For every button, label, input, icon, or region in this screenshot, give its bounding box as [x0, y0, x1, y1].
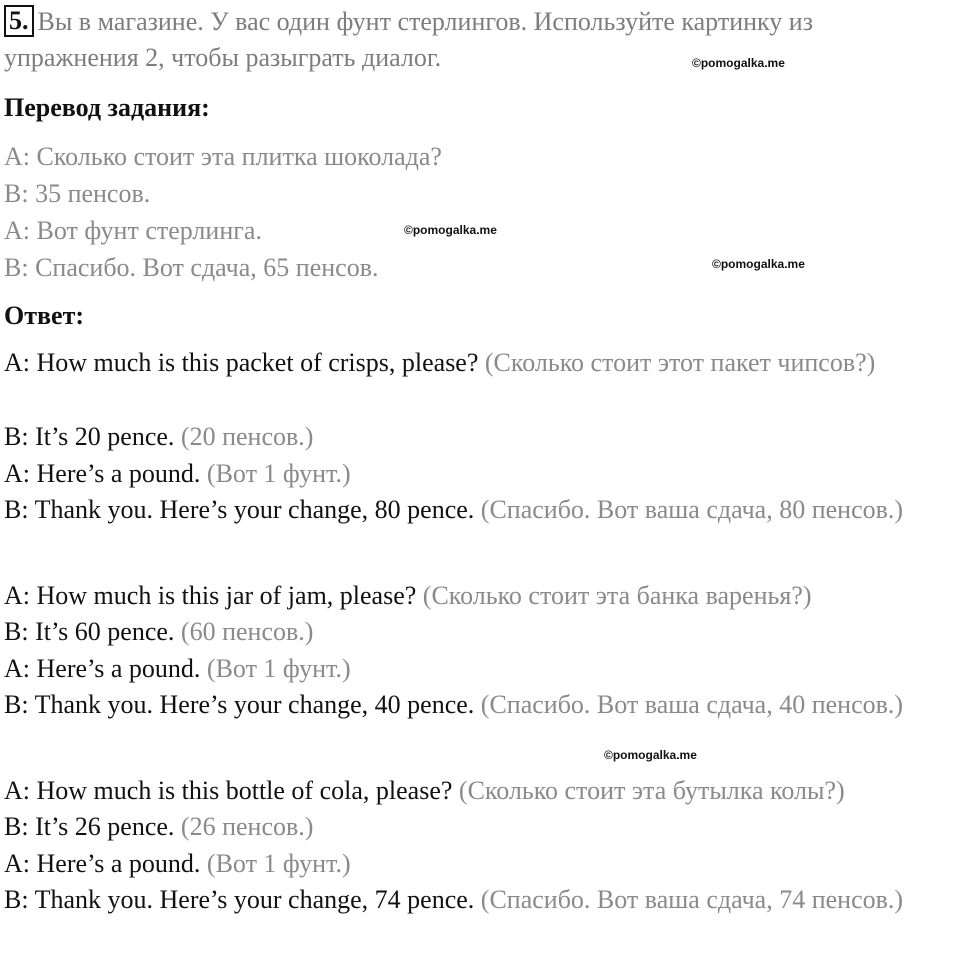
- dialogue-1-line-1: [4, 344, 954, 381]
- task-text: Вы в магазине. У вас один фунт стерлингов. Используйте картинку из упражнения 2, чтобы разыграть диалог.: [4, 7, 813, 72]
- dialogue-2-line-1-en: A: How much is this jar of jam, please?: [4, 581, 417, 610]
- dialogue-1-line-2: [4, 418, 954, 455]
- dialogue-3-line-3-ru: (Вот 1 фунт.): [206, 849, 351, 878]
- watermark-2: ©pomogalka.me: [404, 223, 497, 237]
- dialogue-1-line-4-ru: (Спасибо. Вот ваша сдача, 80 пенсов.): [480, 495, 904, 524]
- dialogue-2-line-1: [4, 577, 954, 614]
- dialogue-1-line-4-en: B: Thank you. Here’s your change, 80 pence.: [4, 495, 475, 524]
- dialogue-3-line-4: [4, 881, 954, 918]
- translation-line-1: A: Сколько стоит эта плитка шоколада?: [4, 142, 442, 171]
- dialogue-2-line-1-ru: (Сколько стоит эта банка варенья?): [422, 581, 812, 610]
- translation-heading: Перевод задания:: [4, 93, 210, 122]
- dialogue-1-line-4: [4, 491, 954, 528]
- dialogue-2-line-2-en: B: It’s 60 pence.: [4, 617, 175, 646]
- translation-line-4: B: Спасибо. Вот сдача, 65 пенсов.: [4, 253, 379, 282]
- dialogue-1-line-1-en: A: How much is this packet of crisps, please?: [4, 348, 479, 377]
- dialogue-2-line-3-en: A: Here’s a pound.: [4, 654, 201, 683]
- dialogue-3-line-2-en: B: It’s 26 pence.: [4, 812, 175, 841]
- dialogue-1-line-1-ru: (Сколько стоит этот пакет чипсов?): [484, 348, 876, 377]
- dialogue-3-line-2: [4, 808, 954, 845]
- dialogue-3-line-3-en: A: Here’s a pound.: [4, 849, 201, 878]
- dialogue-1-line-2-ru: (20 пенсов.): [180, 422, 314, 451]
- dialogue-1-line-3: [4, 455, 954, 492]
- dialogue-3-line-1: [4, 772, 954, 809]
- dialogue-1-line-3-en: A: Here’s a pound.: [4, 459, 201, 488]
- dialogue-3-line-4-en: B: Thank you. Here’s your change, 74 pence.: [4, 885, 475, 914]
- watermark-4: ©pomogalka.me: [604, 748, 697, 762]
- watermark-3: ©pomogalka.me: [712, 257, 805, 271]
- dialogue-3-line-2-ru: (26 пенсов.): [180, 812, 314, 841]
- dialogue-1-line-3-ru: (Вот 1 фунт.): [206, 459, 351, 488]
- dialogue-2-line-2-ru: (60 пенсов.): [180, 617, 314, 646]
- dialogue-3-line-1-en: A: How much is this bottle of cola, please?: [4, 776, 453, 805]
- dialogue-2-line-4-ru: (Спасибо. Вот ваша сдача, 40 пенсов.): [480, 690, 904, 719]
- dialogue-2-line-4: [4, 686, 954, 723]
- translation-line-3: A: Вот фунт стерлинга.: [4, 216, 262, 245]
- dialogue-3-line-3: [4, 845, 954, 882]
- task-statement: [4, 4, 954, 76]
- answer-heading: Ответ:: [4, 301, 85, 330]
- dialogue-3-line-4-ru: (Спасибо. Вот ваша сдача, 74 пенсов.): [480, 885, 904, 914]
- dialogue-1-line-2-en: B: It’s 20 pence.: [4, 422, 175, 451]
- translation-line-2: B: 35 пенсов.: [4, 179, 151, 208]
- dialogue-2-line-4-en: B: Thank you. Here’s your change, 40 pence.: [4, 690, 475, 719]
- dialogue-2-line-2: [4, 613, 954, 650]
- task-number: 5.: [4, 5, 34, 37]
- dialogue-2-line-3-ru: (Вот 1 фунт.): [206, 654, 351, 683]
- dialogue-2-line-3: [4, 650, 954, 687]
- dialogue-3-line-1-ru: (Сколько стоит эта бутылка колы?): [458, 776, 845, 805]
- watermark-1: ©pomogalka.me: [692, 56, 785, 70]
